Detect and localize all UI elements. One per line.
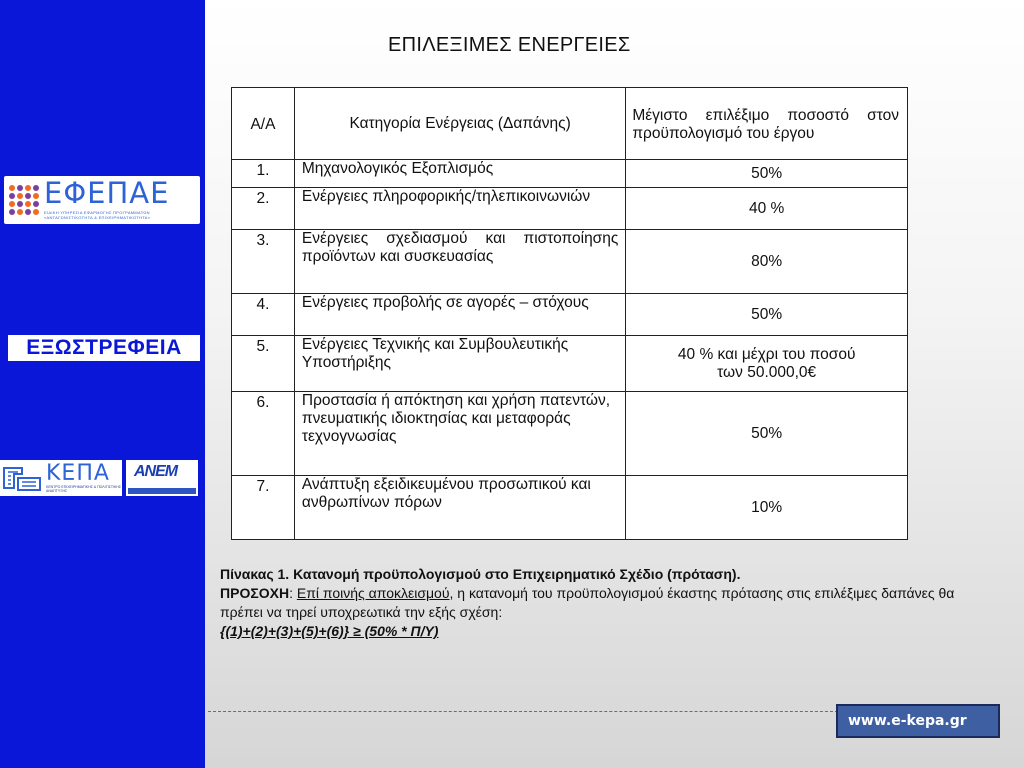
row-percent: 80%: [626, 230, 908, 294]
website-link[interactable]: www.e-kepa.gr: [836, 704, 1000, 738]
table-row: [232, 188, 908, 230]
table-row: [232, 230, 908, 294]
table-caption: [220, 565, 960, 641]
efepae-logo-text: ΕΦΕΠΑΕ: [44, 176, 170, 210]
row-num: 4.: [232, 294, 295, 336]
table-row: [232, 476, 908, 540]
sidebar-heading: ΕΞΩΣΤΡΕΦΕΙΑ: [8, 335, 200, 361]
table-row: [232, 294, 908, 336]
table-row: [232, 392, 908, 476]
row-percent: 10%: [626, 476, 908, 540]
page-title: ΕΠΙΛΕΞΙΜΕΣ ΕΝΕΡΓΕΙΕΣ: [388, 34, 631, 56]
attention-label: ΠΡΟΣΟΧΗ: [220, 585, 290, 601]
row-percent: 50%: [626, 294, 908, 336]
anem-logo: [126, 460, 198, 496]
eligible-actions-table: [231, 87, 908, 540]
attention-rest: , η κατανομή του προϋπολογισμού έκαστης πρότασης στις επιλέξιμες δαπάνες θα πρέπει να τηρεί υποχρεωτικά την εξής σχέση:: [220, 585, 955, 620]
efepae-logo: [4, 176, 200, 224]
row-category: Ενέργειες σχεδιασμού και πιστοποίησης προϊόντων και συσκευασίας: [294, 230, 625, 294]
row-percent: 40 %: [626, 188, 908, 230]
row-num: 6.: [232, 392, 295, 476]
kepa-mark-icon: [2, 464, 42, 492]
budget-formula: {(1)+(2)+(3)+(5)+(6)} ≥ (50% * Π/Υ): [220, 623, 439, 639]
anem-logo-bar: [128, 488, 196, 494]
header-category: Κατηγορία Ενέργειας (Δαπάνης): [294, 88, 625, 160]
caption-attention: [220, 584, 960, 622]
kepa-logo-text: ΚΕΠΑ: [46, 461, 110, 486]
table-header-row: [232, 88, 908, 160]
row-percent: 40 % και μέχρι του ποσού των 50.000,0€: [626, 336, 908, 392]
row-percent: 50%: [626, 392, 908, 476]
kepa-logo: [0, 460, 122, 496]
attention-colon: :: [289, 585, 297, 601]
kepa-logo-subtitle: ΚΕΝΤΡΟ ΕΠΙΧΕΙΡΗΜΑΤΙΚΗΣ & ΠΟΛΙΤΙΣΤΙΚΗΣ ΑΝΑΠΤΥΞΗΣ: [46, 485, 122, 493]
header-percent: Μέγιστο επιλέξιμο ποσοστό στον προϋπολογισμό του έργου: [626, 88, 908, 160]
row-category: Μηχανολογικός Εξοπλισμός: [294, 160, 625, 188]
table-row: [232, 336, 908, 392]
row-num: 5.: [232, 336, 295, 392]
row-category: Ενέργειες Τεχνικής και Συμβουλευτικής Υποστήριξης: [294, 336, 625, 392]
row-category: Ενέργειες πληροφορικής/τηλεπικοινωνιών: [294, 188, 625, 230]
row-category: Ανάπτυξη εξειδικευμένου προσωπικού και ανθρωπίνων πόρων: [294, 476, 625, 540]
row-num: 1.: [232, 160, 295, 188]
row-percent: 50%: [626, 160, 908, 188]
anem-logo-text: ΑΝΕΜ: [134, 463, 178, 480]
table-row: [232, 160, 908, 188]
footer-divider: [208, 711, 838, 712]
row-category: Προστασία ή απόκτηση και χρήση πατεντών, πνευματικής ιδιοκτησίας και μεταφοράς τεχνογνωσίας: [294, 392, 625, 476]
caption-title: Πίνακας 1. Κατανομή προϋπολογισμού στο Επιχειρηματικό Σχέδιο (πρόταση).: [220, 566, 741, 582]
row-category: Ενέργειες προβολής σε αγορές – στόχους: [294, 294, 625, 336]
header-num: Α/Α: [232, 88, 295, 160]
row-num: 2.: [232, 188, 295, 230]
row-num: 7.: [232, 476, 295, 540]
efepae-dots-icon: [6, 182, 42, 218]
penalty-text: Επί ποινής αποκλεισμού: [296, 585, 450, 601]
sidebar: [0, 0, 205, 768]
row-num: 3.: [232, 230, 295, 294]
efepae-logo-subtitle: ΕΙΔΙΚΗ ΥΠΗΡΕΣΙΑ ΕΦΑΡΜΟΓΗΣ ΠΡΟΓΡΑΜΜΑΤΩΝ «ΑΝΤΑΓΩΝΙΣΤΙΚΟΤΗΤΑ & ΕΠΙΧΕΙΡΗΜΑΤΙΚΟΤΗΤΑ»: [44, 210, 151, 220]
